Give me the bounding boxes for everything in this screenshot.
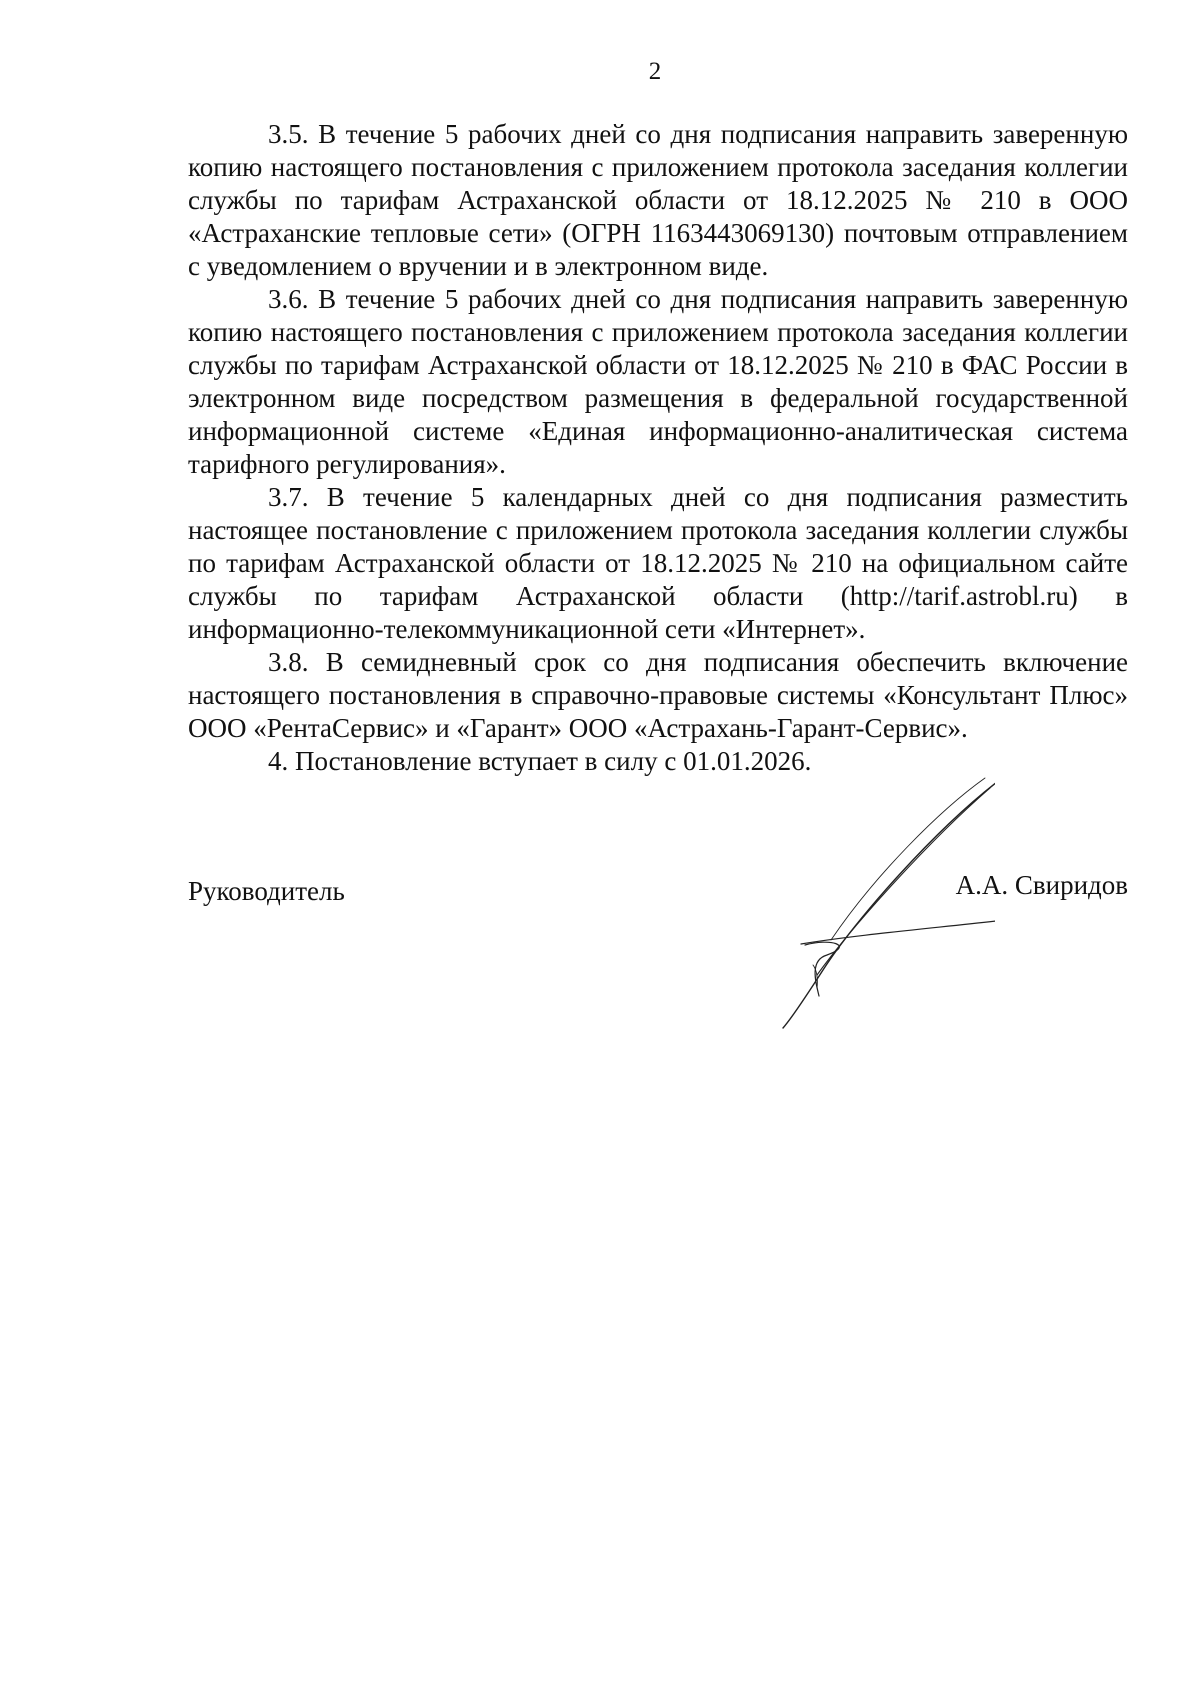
paragraph-3-6: 3.6. В течение 5 рабочих дней со дня подписания направить заверенную копию настоящего постановления с приложением протокола заседания коллегии службы по тарифам Астраханской области от 18.12.2025 № 210 в ФАС России в электронном виде посредством размещения в федеральной государственной информационной системе «Единая информационно-аналитическая система тарифного регулирования».	[188, 284, 1128, 479]
paragraph-3-7: 3.7. В течение 5 календарных дней со дня подписания разместить настоящее постановление с приложением протокола заседания коллегии службы по тарифам Астраханской области от 18.12.2025 № 210 на официальном сайте службы по тарифам Астраханской области (http://tarif.astrobl.ru) в информационно-телекоммуникационной сети «Интернет».	[188, 482, 1128, 644]
paragraph-3-5: 3.5. В течение 5 рабочих дней со дня подписания направить заверенную копию настоящего постановления с приложением протокола заседания коллегии службы по тарифам Астраханской области от 18.12.2025 № 210 в ООО «Астраханские тепловые сети» (ОГРН 1163443069130) почтовым отправлением с уведомлением о вручении и в электронном виде.	[188, 119, 1128, 281]
handwritten-signature	[735, 770, 995, 1030]
signatory-role: Руководитель	[188, 876, 345, 906]
document-body	[188, 118, 1128, 778]
page-number: 2	[648, 58, 662, 85]
signatory-name: А.А. Свиридов	[955, 870, 1128, 900]
paragraph-4: 4. Постановление вступает в силу с 01.01.2026.	[268, 746, 812, 776]
paragraph-3-8: 3.8. В семидневный срок со дня подписания обеспечить включение настоящего постановления в справочно-правовые системы «Консультант Плюс» ООО «РентаСервис» и «Гарант» ООО «Астрахань-Гарант-Сервис».	[188, 647, 1128, 743]
